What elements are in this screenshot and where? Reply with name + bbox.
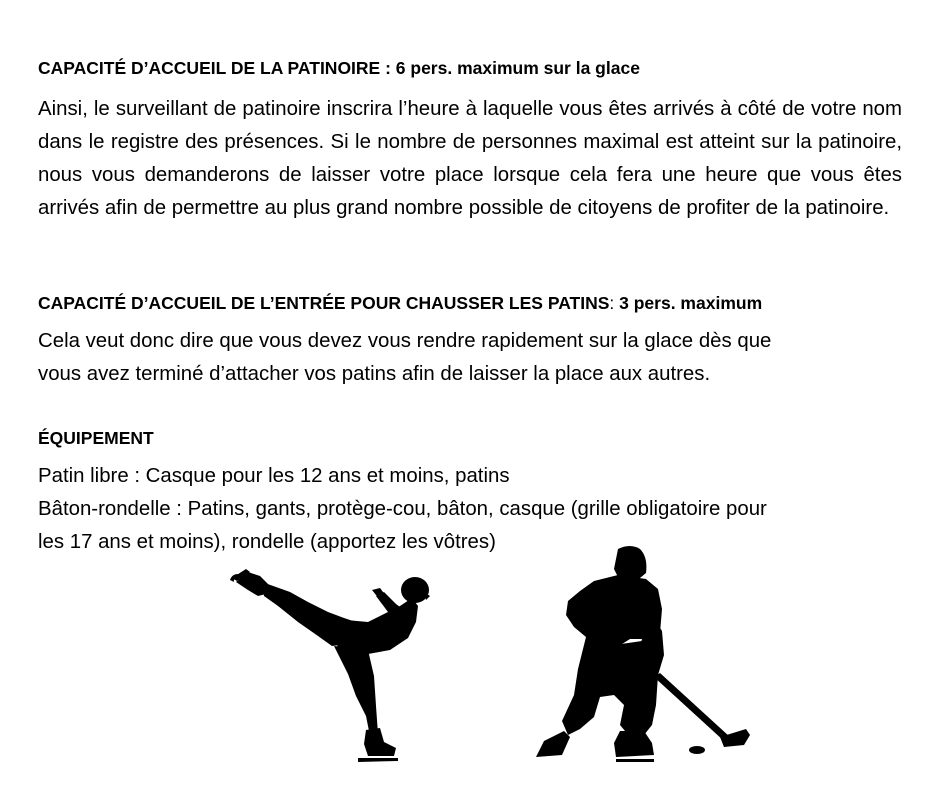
hockey-player-silhouette-icon bbox=[534, 545, 752, 765]
entrance-capacity-heading bbox=[38, 292, 762, 314]
figure-skater-silhouette-icon bbox=[228, 566, 433, 764]
equipment-hockey-continued: les 17 ans et moins), rondelle (apportez les vôtres) bbox=[38, 531, 496, 553]
equipment-heading-text: ÉQUIPEMENT bbox=[38, 428, 154, 448]
entrance-capacity-limit: 3 pers. maximum bbox=[619, 293, 763, 313]
equipment-hockey: Bâton-rondelle : Patins, gants, protège-cou, bâton, casque (grille obligatoire pour bbox=[38, 498, 767, 520]
equipment-free-skate: Patin libre : Casque pour les 12 ans et moins, patins bbox=[38, 465, 510, 487]
rink-capacity-heading-text: CAPACITÉ D’ACCUEIL DE LA PATINOIRE : 6 pers. maximum sur la glace bbox=[38, 58, 640, 78]
entrance-capacity-line: Cela veut donc dire que vous devez vous rendre rapidement sur la glace dès que bbox=[38, 330, 772, 352]
entrance-capacity-separator: : bbox=[609, 293, 620, 313]
entrance-capacity-heading-text: CAPACITÉ D’ACCUEIL DE L’ENTRÉE POUR CHAUSSER LES PATINS bbox=[38, 293, 610, 313]
rink-capacity-paragraph: Ainsi, le surveillant de patinoire inscrira l’heure à laquelle vous êtes arrivés à côté de votre nom dans le registre des présences. Si le nombre de personnes maximal est atteint sur la patinoire, nous vous demanderons de laisser votre place lorsque cela fera une heure que vous êtes arrivés afin de permettre au plus grand nombre possible de citoyens de profiter de la patinoire. bbox=[38, 98, 902, 219]
entrance-capacity-paragraph bbox=[38, 325, 771, 391]
rink-capacity-heading bbox=[38, 57, 640, 79]
equipment-heading bbox=[38, 427, 154, 449]
entrance-capacity-line: vous avez terminé d’attacher vos patins afin de laisser la place aux autres. bbox=[38, 363, 711, 385]
